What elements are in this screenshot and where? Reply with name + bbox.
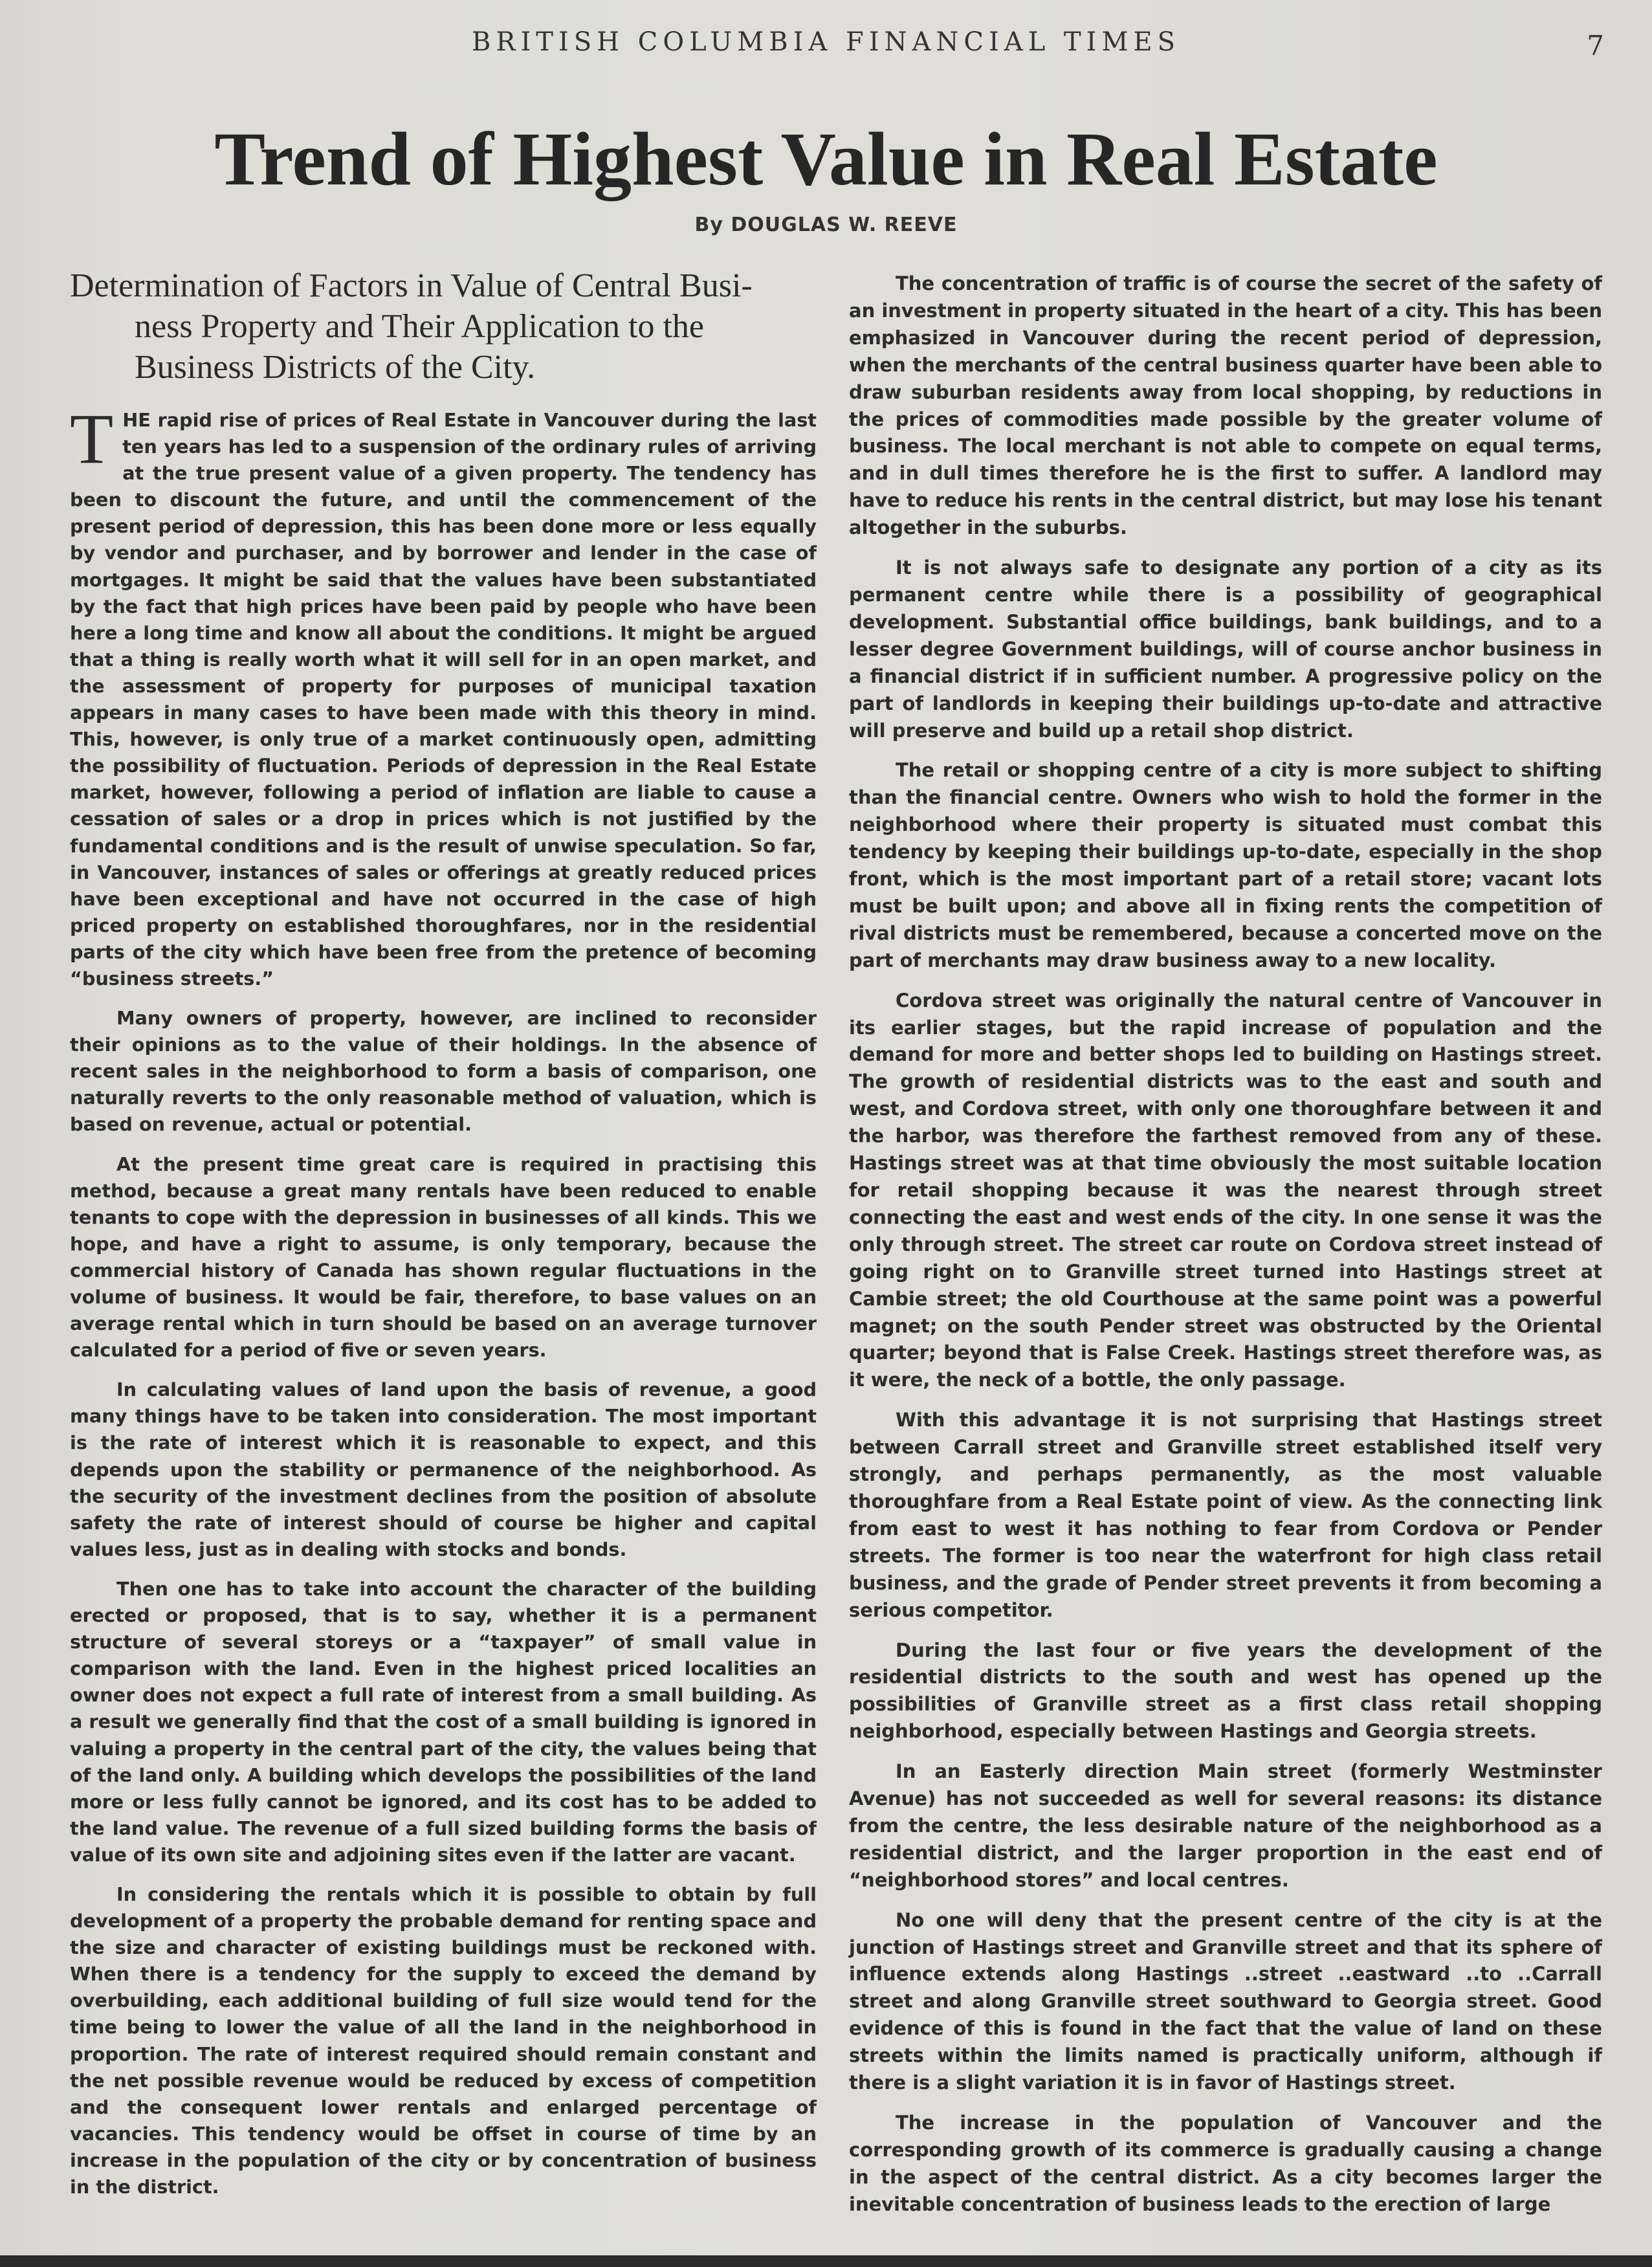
drop-cap: T bbox=[70, 399, 114, 478]
left-column bbox=[70, 265, 817, 2213]
byline: By DOUGLAS W. REEVE bbox=[694, 214, 958, 236]
paragraph: At the present time great care is required in practising this method, because a great many rentals have been reduced to enable tenants to cope with the depression in businesses of all kinds. This we hope, and have a right to assume, is only temporary, because the commercial history of Canada has shown regular fluctuations in the volume of business. It would be fair, therefore, to base values on an average rental which in turn should be based on an average turnover calculated for a period of five or seven years. bbox=[70, 1153, 817, 1362]
paragraph: In considering the rentals which it is possible to obtain by full development of a property the probable demand for renting space and the size and character of existing buildings must be reckoned with. When there is a tendency for the supply to exceed the demand by overbuilding, each additional building of full size would tend for the time being to lower the value of all the land in the neighborhood in proportion. The rate of interest required should remain constant and the net possible revenue would be reduced by excess of competition and the consequent lower rentals and enlarged percentage of vacancies. This tendency would be offset in course of time by an increase in the population of the city or by concentration of business in the district. bbox=[70, 1883, 817, 2198]
subhead-line-2: ness Property and Their Application to the Business Districts of the City. bbox=[135, 308, 704, 386]
paragraph: The retail or shopping centre of a city is more subject to shifting than the financial centre. Owners who wish to hold the former in the neighborhood where their property is situated must combat this tendency by keeping their buildings up-to-date, especially in the shop front, which is the most important part of a retail store; vacant lots must be built upon; and above all in fixing rents the competition of rival districts must be remembered, because a concerted move on the part of merchants may draw business away to a new locality. bbox=[849, 759, 1602, 971]
paragraph: Cordova street was originally the natural centre of Vancouver in its earlier stages, but the rapid increase of population and the demand for more and better shops led to building on Hastings street. The growth of residential districts was to the east and south and west, and Cordova street, with only one thoroughfare between it and the harbor, was therefore the farthest removed from any of these. Hastings street was at that time obviously the most suitable location for retail shopping because it was the nearest through street connecting the east and west ends of the city. In one sense it was the only through street. The street car route on Cordova street instead of going right on to Granville street turned into Hastings street at Cambie street; the old Courthouse at the same point was a powerful magnet; on the south Pender street was obstructed by the Oriental quarter; beyond that is False Creek. Hastings street therefore was, as it were, the neck of a bottle, the only passage. bbox=[849, 989, 1602, 1391]
paragraph: With this advantage it is not surprising that Hastings street between Carrall street and Granville street established itself very strongly, and perhaps permanently, as the most valuable thoroughfare from a Real Estate point of view. As the connecting link from east to west it has nothing to fear from Cordova or Pender streets. The former is too near the waterfront for high class retail business, and the grade of Pender street prevents it from becoming a serious competitor. bbox=[849, 1409, 1602, 1621]
paragraph: In calculating values of land upon the basis of revenue, a good many things have to be taken into consideration. The most important is the rate of interest which it is reasonable to expect, and this depends upon the stability or permanence of the neighborhood. As the security of the investment declines from the position of absolute safety the rate of interest should of course be higher and capital values less, just as in dealing with stocks and bonds. bbox=[70, 1378, 817, 1560]
subhead-line-1: Determination of Factors in Value of Central Busi- bbox=[70, 267, 753, 304]
running-head: BRITISH COLUMBIA FINANCIAL TIMES bbox=[471, 27, 1181, 57]
paragraph bbox=[70, 399, 817, 992]
paragraph: The concentration of traffic is of course the secret of the safety of an investment in property situated in the heart of a city. This has been emphasized in Vancouver during the recent period of depression, when the merchants of the central business quarter have been able to draw suburban residents away from local shopping, by reductions in the prices of commodities made possible by the greater volume of business. The local merchant is not able to compete on equal terms, and in dull times therefore he is the first to suffer. A landlord may have to reduce his rents in the central district, but may lose his tenant altogether in the suburbs. bbox=[849, 272, 1602, 539]
article-title: Trend of Highest Value in Real Estate bbox=[214, 116, 1438, 201]
paragraph: Then one has to take into account the character of the building erected or proposed, that is to say, whether it is a permanent structure of several storeys or a “taxpayer” of small value in comparison with the land. Even in the highest priced localities an owner does not expect a full rate of interest from a small building. As a result we generally find that the cost of a small building is ignored in valuing a property in the central part of the city, the values being that of the land only. A building which develops the possibilities of the land more or less fully cannot be ignored, and its cost has to be added to the land value. The revenue of a full sized building forms the basis of value of its own site and adjoining sites even if the latter are vacant. bbox=[70, 1577, 817, 1866]
paragraph: No one will deny that the present centre of the city is at the junction of Hastings street and Granville street and that its sphere of influence extends along Hastings ..street ..eastward ..to ..Carrall street and along Granville street southward to Georgia street. Good evidence of this is found in the fact that the value of land on these streets within the limits named is practically uniform, although if there is a slight variation it is in favor of Hastings street. bbox=[849, 1908, 1602, 2094]
paragraph: The increase in the population of Vancouver and the corresponding growth of its commerce is gradually causing a change in the aspect of the central district. As a city becomes larger the inevitable concentration of business leads to the erection of large bbox=[849, 2112, 1602, 2215]
paragraph: Many owners of property, however, are inclined to reconsider their opinions as to the value of their holdings. In the absence of recent sales in the neighborhood to form a basis of comparison, one naturally reverts to the only reasonable method of valuation, which is based on revenue, actual or potential. bbox=[70, 1007, 817, 1136]
paragraph-text: HE rapid rise of prices of Real Estate in Vancouver during the last ten years has led to a suspension of the ordinary rules of arriving at the true present value of a given property. The tendency has been to discount the future, and until the commencement of the present period of depression, this has been done more or less equally by vendor and purchaser, and by borrower and lender in the case of mortgages. It might be said that the values have been substantiated by the fact that high prices have been paid by people who have been here a long time and know all about the conditions. It might be argued that a thing is really worth what it will sell for in an open market, and the assessment of property for purposes of municipal taxation appears in many cases to have been made with this theory in mind. This, however, is only true of a market continuously open, admitting the possibility of fluctuation. Periods of depression in the Real Estate market, however, following a period of inflation are liable to cause a cessation of sales or a drop in prices which is not justified by the fundamental conditions and is the result of unwise speculation. So far, in Vancouver, instances of sales or offerings at greatly reduced prices have been exceptional and have not occurred in the case of high priced property on established thoroughfares, nor in the residential parts of the city which have been free from the pretence of becoming “business streets.” bbox=[70, 409, 817, 990]
page-number: 7 bbox=[1587, 30, 1604, 61]
right-column bbox=[849, 271, 1602, 2231]
paragraph: It is not always safe to designate any portion of a city as its permanent centre while there is a possibility of geographical development. Substantial office buildings, bank buildings, and to a lesser degree Government buildings, will of course anchor business in a financial district if in sufficient number. A progressive policy on the part of landlords in keeping their buildings up-to-date and attractive will preserve and build up a retail shop district. bbox=[849, 557, 1602, 742]
page-bottom-edge bbox=[0, 2255, 1652, 2267]
paragraph: In an Easterly direction Main street (formerly Westminster Avenue) has not succeeded as well for several reasons: its distance from the centre, the less desirable nature of the neighborhood as a residential district, and the larger proportion in the east end of “neighborhood stores” and local centres. bbox=[849, 1760, 1602, 1891]
article-subhead bbox=[70, 265, 817, 388]
paragraph: During the last four or five years the development of the residential districts to the south and west has opened up the possibilities of Granville street as a first class retail shopping neighborhood, especially between Hastings and Georgia streets. bbox=[849, 1639, 1602, 1743]
